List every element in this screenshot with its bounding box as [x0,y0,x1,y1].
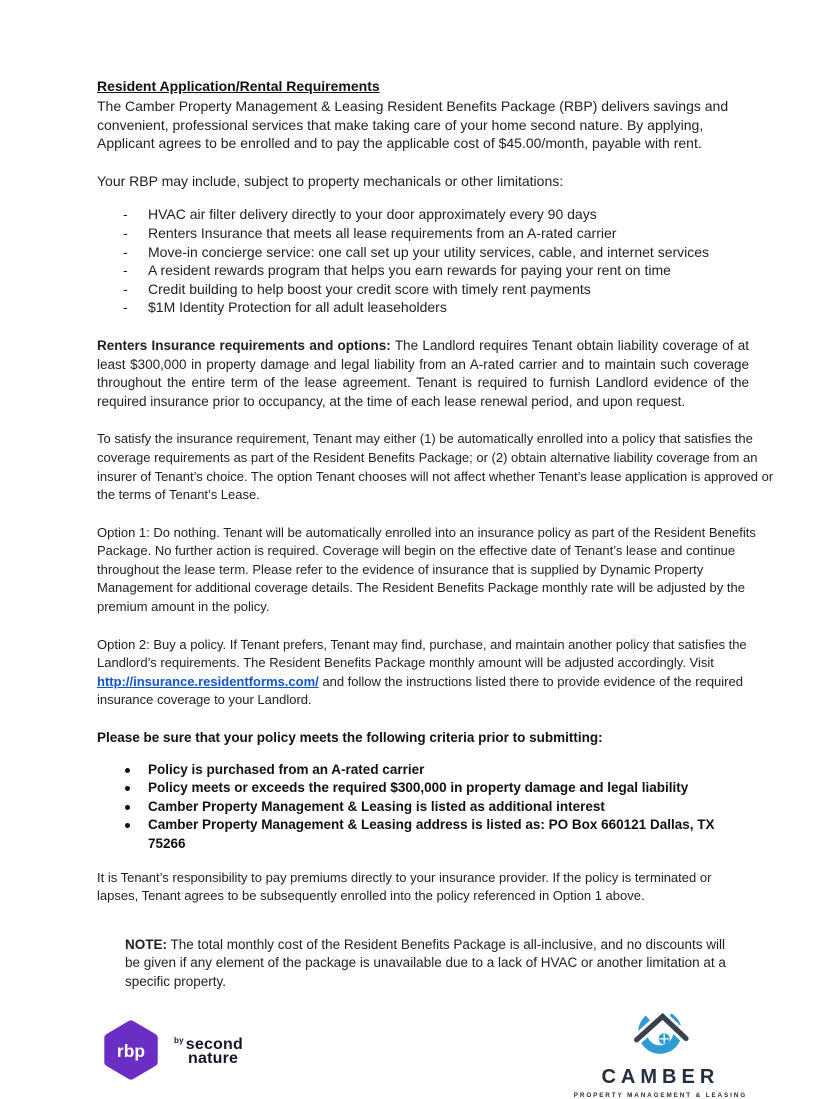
rbp-benefit-text: Move-in concierge service: one call set up your utility services, cable, and internet services [148,243,710,260]
criteria-item [97,761,722,780]
note-body: The total monthly cost of the Resident Benefits Package is all-inclusive, and no discounts will be given if any element of the package is unavailable due to a lack of HVAC or another limitation at a specific property. [125,936,726,989]
responsibility-paragraph: It is Tenant’s responsibility to pay premiums directly to your insurance provider. If the policy is terminated or lapses, Tenant agrees to be subsequently enrolled into the policy referenced in Option 1 above. [97,869,712,904]
criteria-heading: Please be sure that your policy meets the following criteria prior to submitting: [97,730,603,746]
criteria-text: Camber Property Management & Leasing address is listed as: PO Box 660121 Dallas, TX 75266 [148,817,715,851]
second-nature-by: by [174,1036,184,1046]
note-label: NOTE: [125,936,167,952]
second-nature-wordmark [174,1034,243,1066]
rbp-benefit-item [97,224,757,243]
renters-insurance-body: The Landlord requires Tenant obtain liability coverage of at least $300,000 in property damage and legal liability from an A-rated carrier and to maintain such coverage throughout the entire term of the lease agreement. Tenant is required to furnish Landlord evidence of the required insurance prior to occupancy, at the time of each lease renewal period, and upon request. [97,337,750,409]
criteria-list [97,761,775,854]
camber-logo [574,1002,747,1099]
intro-paragraph: The Camber Property Management & Leasing Resident Benefits Package (RBP) delivers savings and convenient, professional services that make taking care of your home second nature. By applying, Applicant agrees to be enrolled and to pay the applicable cost of $45.00/month, payable with rent. [97,98,729,152]
camber-tagline: PROPERTY MANAGEMENT & LEASING [573,1091,747,1099]
rbp-benefit-item [97,298,757,317]
rbp-second-nature-logo [97,1016,243,1084]
rbp-benefit-text: Credit building to help boost your credit score with timely rent payments [148,280,591,297]
rbp-benefit-item [97,205,757,224]
rbp-benefit-item [97,243,757,262]
rbp-benefit-text: $1M Identity Protection for all adult leaseholders [148,299,447,316]
rbp-include-line: Your RBP may include, subject to property mechanicals or other limitations: [97,172,564,189]
camber-logo-icon [621,1002,699,1064]
rbp-logo-icon [97,1016,165,1084]
second-nature-line1: second [185,1036,243,1054]
renters-insurance-lead: Renters Insurance requirements and options: [97,337,391,353]
criteria-item [97,779,722,798]
camber-wordmark: CAMBER [601,1065,720,1088]
rbp-benefit-text: HVAC air filter delivery directly to your door approximately every 90 days [148,206,597,223]
second-nature-line2: nature [188,1050,239,1068]
criteria-text: Policy meets or exceeds the required $300,000 in property damage and legal liability [148,780,689,796]
insurance-residentforms-link[interactable]: http://insurance.residentforms.com/ [97,673,319,689]
option1-paragraph: Option 1: Do nothing. Tenant will be automatically enrolled into an insurance policy as part of the Resident Benefits Package. No further action is required. Coverage will begin on the effective date of Tenant’s lease and continue throughout the lease term. Please refer to the evidence of insurance that is supplied by Dynamic Property Management for additional coverage details. The Resident Benefits Package monthly rate will be adjusted by the premium amount in the policy. [97,524,756,615]
criteria-item [97,798,722,817]
rbp-benefits-list [97,205,775,317]
rbp-benefit-text: Renters Insurance that meets all lease requirements from an A-rated carrier [148,224,617,241]
criteria-item [97,816,722,853]
rbp-benefit-text: A resident rewards program that helps you earn rewards for paying your rent on time [148,262,671,279]
criteria-text: Policy is purchased from an A-rated carrier [148,761,425,777]
option2-after-link: and follow the instructions listed there to provide evidence of the required insurance coverage to your Landlord. [97,673,743,708]
rbp-benefit-item [97,280,757,299]
page-title: Resident Application/Rental Requirements [97,78,380,94]
rbp-logo-text: rbp [116,1040,146,1061]
note-paragraph [125,936,743,992]
option2-paragraph [97,636,775,710]
rbp-benefit-item [97,261,757,280]
renters-insurance-paragraph [97,337,749,411]
option2-before-link: Option 2: Buy a policy. If Tenant prefers, Tenant may find, purchase, and maintain another policy that satisfies the Landlord’s requirements. The Resident Benefits Package monthly amount will be adjusted accordingly. Visit [97,636,747,671]
criteria-text: Camber Property Management & Leasing is listed as additional interest [148,798,605,814]
footer-logos [97,1002,775,1099]
satisfy-paragraph: To satisfy the insurance requirement, Tenant may either (1) be automatically enrolled into a policy that satisfies the coverage requirements as part of the Resident Benefits Package; or (2) obtain alternative liability coverage from an insurer of Tenant’s choice. The option Tenant chooses will not affect whether Tenant’s lease application is approved or the terms of Tenant’s Lease. [97,431,774,503]
